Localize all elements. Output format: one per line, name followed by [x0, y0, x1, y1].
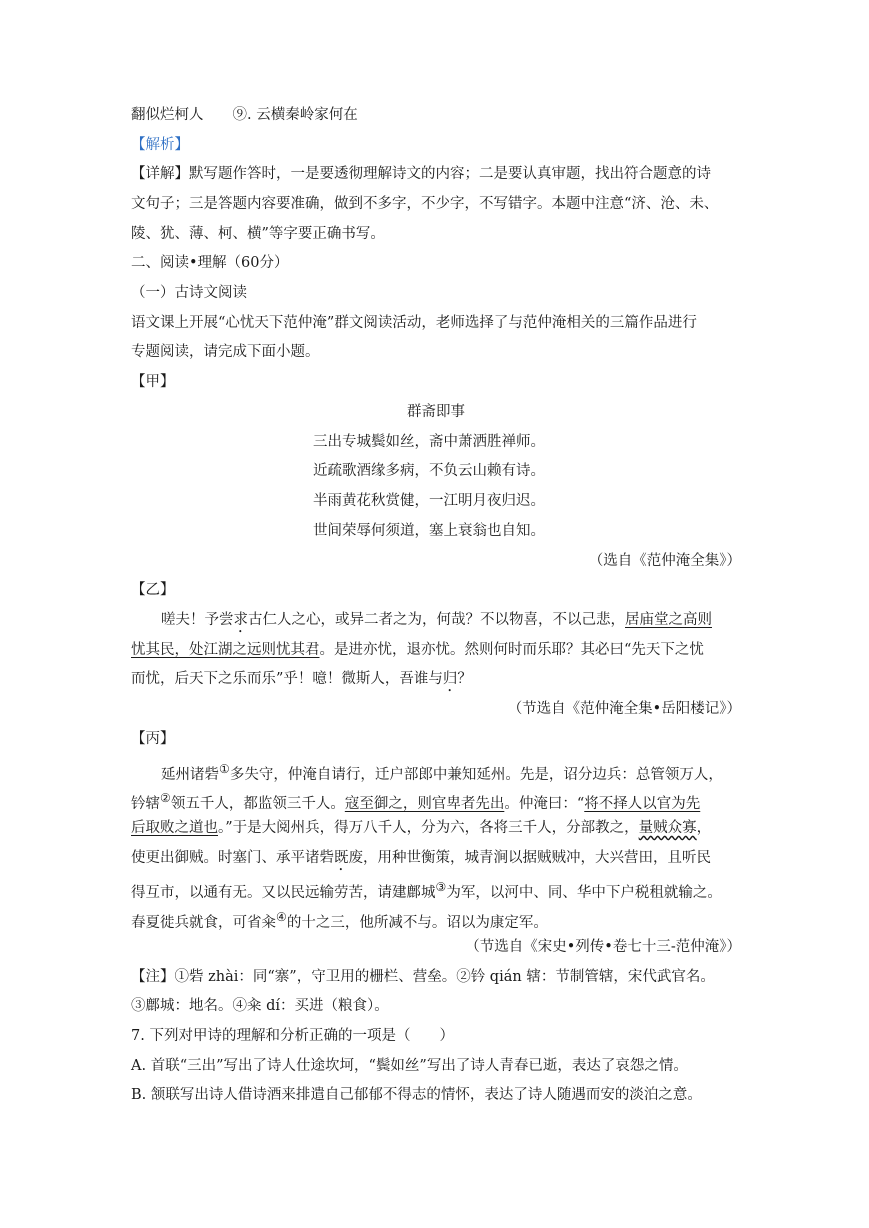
- yi-line-2: [131, 640, 741, 660]
- poem-line-3: 半雨黄花秋赏健，一江明月夜归迟。: [313, 493, 545, 509]
- bing-source: （节选自《宋史•列传•卷七十三-范仲淹》）: [465, 939, 741, 955]
- passage-bing-tag: 【丙】: [131, 731, 175, 747]
- yi-underlined-sentence: 居庙堂之高则: [625, 612, 712, 628]
- bing-underlined-sentence: 将不择人以官为先: [584, 795, 701, 812]
- bing-text: 。”于是大阅州兵，得万八千人，分为六，各将三千人，分部教之，: [218, 820, 639, 836]
- bing-text: 的十之三，他所减不与。诏以为康定军。: [286, 914, 548, 931]
- passage-jia-tag: 【甲】: [131, 374, 175, 390]
- passage-yi-tag: 【乙】: [131, 582, 175, 598]
- option-a: A. 首联“三出”写出了诗人仕途坎坷，“鬓如丝”写出了诗人青春已逝，表达了哀怨之情。: [131, 1058, 688, 1074]
- bing-text: ，: [696, 820, 712, 836]
- bing-line-5: [131, 877, 741, 903]
- section-heading: 二、阅读•理解（60分）: [131, 255, 289, 271]
- yi-text: 嗟夫！予尝: [161, 612, 234, 628]
- question-stem: 7. 下列对甲诗的理解和分析正确的一项是（ ）: [131, 1028, 454, 1044]
- bing-line-3: [131, 818, 741, 838]
- yi-line-3: [131, 669, 741, 695]
- yi-underlined-sentence: 忧其民，处江湖之远则忧其君: [131, 642, 320, 658]
- bing-dotted-word: 既: [334, 850, 349, 866]
- yi-source: （节选自《范仲淹全集•岳阳楼记》）: [507, 701, 741, 717]
- bing-line-1: [161, 759, 771, 785]
- bing-text: 得互市，以通有无。又以民远输劳苦，请建鄜城: [131, 884, 436, 901]
- bing-underlined-sentence: 后取败之道也: [131, 820, 218, 836]
- bing-text: 钤辖: [131, 795, 160, 812]
- subsection-heading: （一）古诗文阅读: [131, 285, 247, 301]
- analysis-tag: 【解析】: [131, 137, 189, 153]
- bing-text: 为军，以河中、同、华中下户税租就输之。: [446, 884, 722, 901]
- bing-text: 春夏徙兵就食，可省籴: [131, 914, 276, 931]
- detail-line-2: 文句子；三是答题内容要准确，做到不多字，不少字，不写错字。本题中注意“济、沧、未、: [131, 196, 719, 212]
- option-b: B. 颔联写出诗人借诗酒来排遣自己郁郁不得志的情怀，表达了诗人随遇而安的淡泊之意。: [131, 1087, 702, 1103]
- poem-line-4: 世间荣辱何须道，塞上衰翁也自知。: [313, 523, 545, 539]
- answer-line: 翻似烂柯人 ⑨. 云横秦岭家何在: [131, 107, 358, 123]
- bing-text: 使更出御贼。时塞门、承平诸砦: [131, 850, 334, 866]
- yi-dotted-word: 求: [233, 612, 248, 628]
- poem-line-2: 近疏歌酒缘多病，不负云山赖有诗。: [313, 463, 545, 479]
- footnote-marker: ①: [219, 762, 230, 776]
- bing-line-2: [131, 788, 741, 814]
- poem-title: 群斋即事: [407, 404, 465, 420]
- footnote-marker: ③: [435, 880, 447, 894]
- bing-text: 。仲淹曰：“: [504, 795, 585, 812]
- yi-line-1: [161, 610, 771, 636]
- bing-text: 领五千人，都监领三千人。: [170, 795, 345, 812]
- notes-line-1: 【注】①砦 zhài：同“寨”，守卫用的栅栏、营垒。②钤 qián 辖：节制管辖，宋代武官名。: [131, 969, 715, 985]
- detail-line-3: 陵、犹、薄、柯、横”等字要正确书写。: [131, 226, 385, 242]
- intro-line-1: 语文课上开展“心忧天下范仲淹”群文阅读活动，老师选择了与范仲淹相关的三篇作品进行: [131, 315, 697, 331]
- poem-line-1: 三出专城鬓如丝，斋中萧洒胜禅师。: [313, 434, 545, 450]
- bing-line-6: [131, 907, 741, 933]
- yi-text: 。是进亦忧，退亦忧。然则何时而乐耶？其必曰“先天下之忧: [319, 642, 704, 658]
- yi-text: 而忧，后天下之乐而乐”乎！噫！微斯人，吾谁与: [131, 671, 443, 687]
- yi-text: ？: [457, 671, 472, 687]
- yi-text: 古仁人之心，或异二者之为，何哉？不以物喜，不以己悲，: [248, 612, 625, 628]
- bing-text: 延州诸砦: [161, 766, 219, 783]
- bing-text: 废，用种世衡策，城青涧以据贼贼冲，大兴营田，且听民: [348, 850, 711, 866]
- bing-underlined-sentence: 寇至御之，则官卑者先出: [344, 795, 505, 812]
- jia-source: （选自《范仲淹全集》）: [588, 553, 741, 569]
- bing-text: 多失守，仲淹自请行，迁户部郎中兼知延州。先是，诏分边兵：总管领万人，: [229, 766, 723, 783]
- notes-line-2: ③鄜城：地名。④籴 dí：买进（粮食）。: [131, 998, 389, 1014]
- detail-line-1: 【详解】默写题作答时，一是要透彻理解诗文的内容；二是要认真审题，找出符合题意的诗: [131, 166, 711, 182]
- footnote-marker: ④: [276, 910, 287, 924]
- bing-line-4: [131, 848, 741, 874]
- bing-wavy-underlined-phrase: 量贼众寡: [638, 820, 697, 836]
- footnote-marker: ②: [160, 791, 171, 805]
- intro-line-2: 专题阅读，请完成下面小题。: [131, 344, 320, 360]
- yi-dotted-word: 归: [442, 671, 458, 687]
